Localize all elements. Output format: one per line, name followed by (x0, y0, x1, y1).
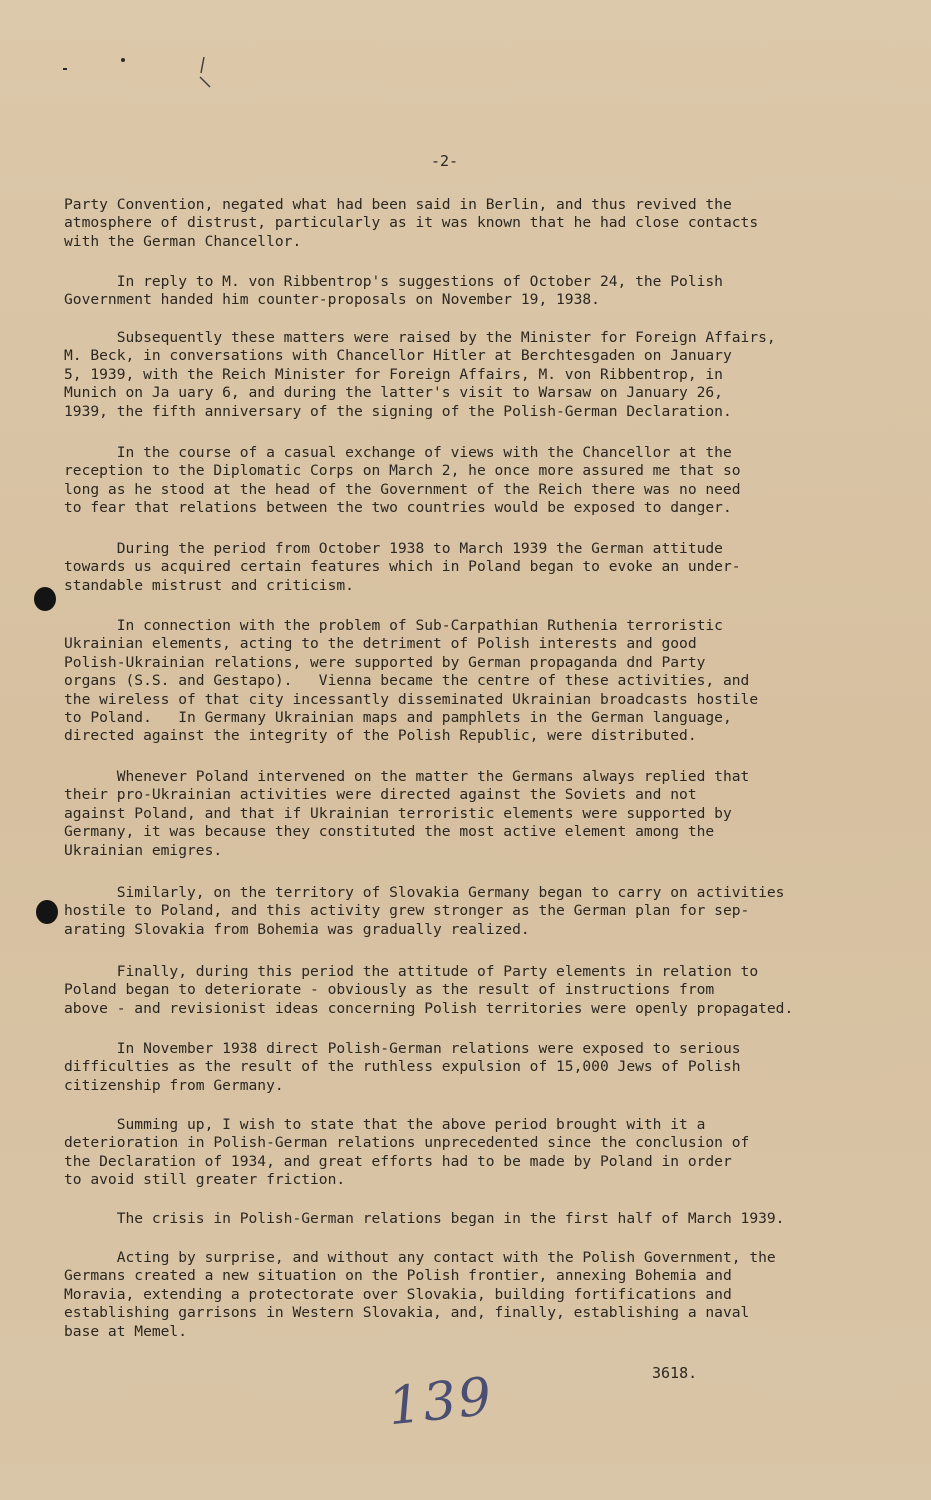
pencil-mark (196, 55, 216, 91)
paragraph: Acting by surprise, and without any contact with the Polish Government, the Germans created a new situation on the Polish frontier, annexing Bohemia and Moravia, extending a protectorate over Slovakia, building fortifications and establishing garrisons in Western Slovakia, and, finally, establishing a naval base at Memel. (64, 1249, 776, 1340)
paragraph: Summing up, I wish to state that the above period brought with it a deterioration in Polish-German relations unprecedented since the conclusion of the Declaration of 1934, and great efforts had to be made by Poland in order to avoid still greater friction. (64, 1116, 750, 1189)
paragraph: Finally, during this period the attitude of Party elements in relation to Poland began to deteriorate - obviously as the result of instructions from above - and revisionist ideas concerning Polish territories were openly propagated. (64, 963, 794, 1017)
paragraph: During the period from October 1938 to March 1939 the German attitude towards us acquired certain features which in Poland began to evoke an under- standable mistrust and criticism. (64, 540, 741, 594)
paragraph: The crisis in Polish-German relations began in the first half of March 1939. (64, 1210, 785, 1227)
paragraph: In reply to M. von Ribbentrop's suggestions of October 24, the Polish Government handed him counter-proposals on November 19, 1938. (64, 273, 723, 309)
paragraph: In connection with the problem of Sub-Carpathian Ruthenia terroristic Ukrainian elements, acting to the detriment of Polish interests and good Polish-Ukrainian relations, were supported by German propaganda dnd Party organs (S.S. and Gestapo). Vienna became the centre of these activities, and the wireless of that city incessantly disseminated Ukrainian broadcasts hostile to Poland. In Germany Ukrainian maps and pamphlets in the German language, directed against the integrity of the Polish Republic, were distributed. (64, 617, 759, 745)
paragraph: In the course of a casual exchange of views with the Chancellor at the reception to the Diplomatic Corps on March 2, he once more assured me that so long as he stood at the head of the Government of the Reich there was no need to fear that relations between the two countries would be exposed to danger. (64, 444, 741, 517)
punch-hole (34, 587, 56, 611)
paragraph: Party Convention, negated what had been said in Berlin, and thus revived the atmosphere of distrust, particularly as it was known that he had close contacts with the German Chancellor. (64, 196, 759, 250)
page-number: -2- (431, 152, 459, 170)
handwritten-folio-number: 139 (385, 1366, 497, 1438)
stray-mark (121, 58, 125, 62)
paragraph: Subsequently these matters were raised by the Minister for Foreign Affairs, M. Beck, in conversations with Chancellor Hitler at Berchtesgaden on January 5, 1939, with the Reich Minister for Foreign Affairs, M. von Ribbentrop, in Munich on Ja uary 6, and during the latter's visit to Warsaw on January 26, 1939, the fifth anniversary of the signing of the Polish-German Declaration. (64, 329, 776, 420)
document-code: 3618. (652, 1364, 698, 1382)
paragraph: Similarly, on the territory of Slovakia Germany began to carry on activities hostile to Poland, and this activity grew stronger as the German plan for sep- arating Slovakia from Bohemia was gradually realized. (64, 884, 785, 938)
punch-hole (36, 900, 58, 924)
paragraph: In November 1938 direct Polish-German relations were exposed to serious difficulties as the result of the ruthless expulsion of 15,000 Jews of Polish citizenship from Germany. (64, 1040, 741, 1094)
paragraph: Whenever Poland intervened on the matter the Germans always replied that their pro-Ukrainian activities were directed against the Soviets and not against Poland, and that if Ukrainian terroristic elements were supported by Germany, it was because they constituted the most active element among the Ukrainian emigres. (64, 768, 750, 859)
stray-mark (63, 68, 67, 70)
